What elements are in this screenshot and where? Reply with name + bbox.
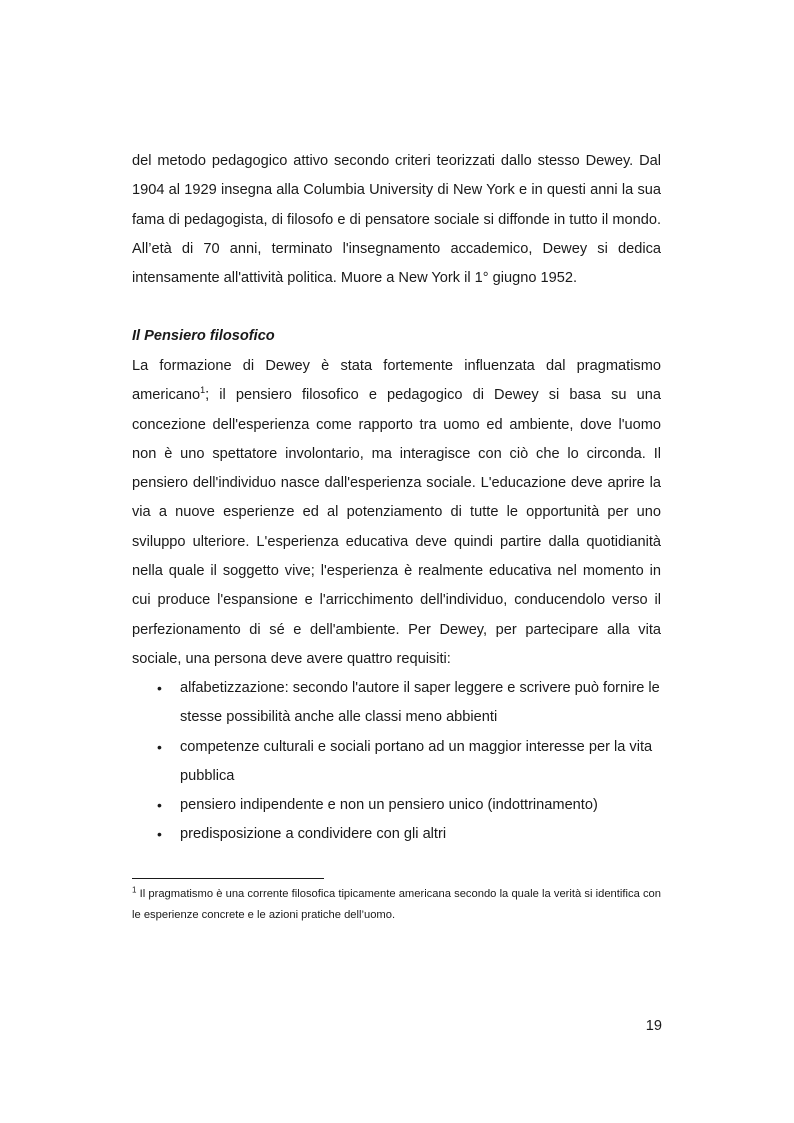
body-paragraph-text — [132, 352, 661, 674]
list-item — [132, 674, 661, 733]
body-text-part2: ; il pensiero filosofico e pedagogico di Dewey si basa su una concezione dell'esperienza come rapporto tra uomo ed ambiente, dove l'uomo non è uno spettatore involontario, ma interagisce con ciò che lo circonda. Il pensiero dell'individuo nasce dall'esperienza sociale. L'educazione deve aprire la via a nuove esperienze ed al potenziamento di tutte le opportunità per uno sviluppo ulteriore. L'esperienza educativa deve quindi partire dalla quotidianità nella quale il soggetto vive; l'esperienza è realmente educativa nel momento in cui produce l'espansione e l'arricchimento dell'individuo, conducendolo verso il perfezionamento di sé e dell'ambiente. Per Dewey, per partecipare alla vita sociale, una persona deve avere quattro requisiti: — [132, 387, 661, 667]
requirements-list — [132, 674, 661, 850]
footnote-text: Il pragmatismo è una corrente filosofica tipicamente americana secondo la quale la verità si identifica con le esperienze concrete e le azioni pratiche dell’uomo. — [132, 888, 661, 921]
list-item — [132, 733, 661, 792]
footnote — [132, 884, 661, 926]
list-item — [132, 820, 661, 849]
footnote-reference[interactable]: 1 — [200, 385, 206, 396]
list-item-text: predisposizione a condividere con gli altri — [180, 826, 447, 843]
list-item-text: pensiero indipendente e non un pensiero unico (indottrinamento) — [180, 797, 598, 814]
list-item-text: alfabetizzazione: secondo l'autore il saper leggere e scrivere può fornire le stesse possibilità anche alle classi meno abbienti — [180, 680, 660, 726]
list-item-text: competenze culturali e sociali portano ad un maggior interesse per la vita pubblica — [180, 738, 653, 784]
page-number: 19 — [645, 1018, 662, 1034]
intro-paragraph — [132, 147, 661, 293]
bullet-icon: • — [157, 680, 162, 696]
footnote-divider — [132, 878, 324, 879]
bullet-icon: • — [157, 826, 162, 843]
body-paragraph — [132, 352, 661, 674]
intro-paragraph-text: del metodo pedagogico attivo secondo criteri teorizzati dallo stesso Dewey. Dal 1904 al 1929 insegna alla Columbia University di New York e in questi anni la sua fama di pedagogista, di filosofo e di pensatore sociale si diffonde in tutto il mondo. All’età di 70 anni, terminato l'insegnamento accademico, Dewey si dedica intensamente all'attività politica. Muore a New York il 1° giugno 1952. — [132, 153, 661, 287]
bullet-icon: • — [157, 797, 162, 814]
body-text-part1: La formazione di Dewey è stata fortemente influenzata dal pragmatismo americano — [132, 358, 661, 404]
footnote-number: 1 — [132, 885, 137, 895]
section-heading: Il Pensiero filosofico — [132, 328, 275, 344]
bullet-icon: • — [157, 738, 162, 755]
list-item — [132, 791, 661, 820]
